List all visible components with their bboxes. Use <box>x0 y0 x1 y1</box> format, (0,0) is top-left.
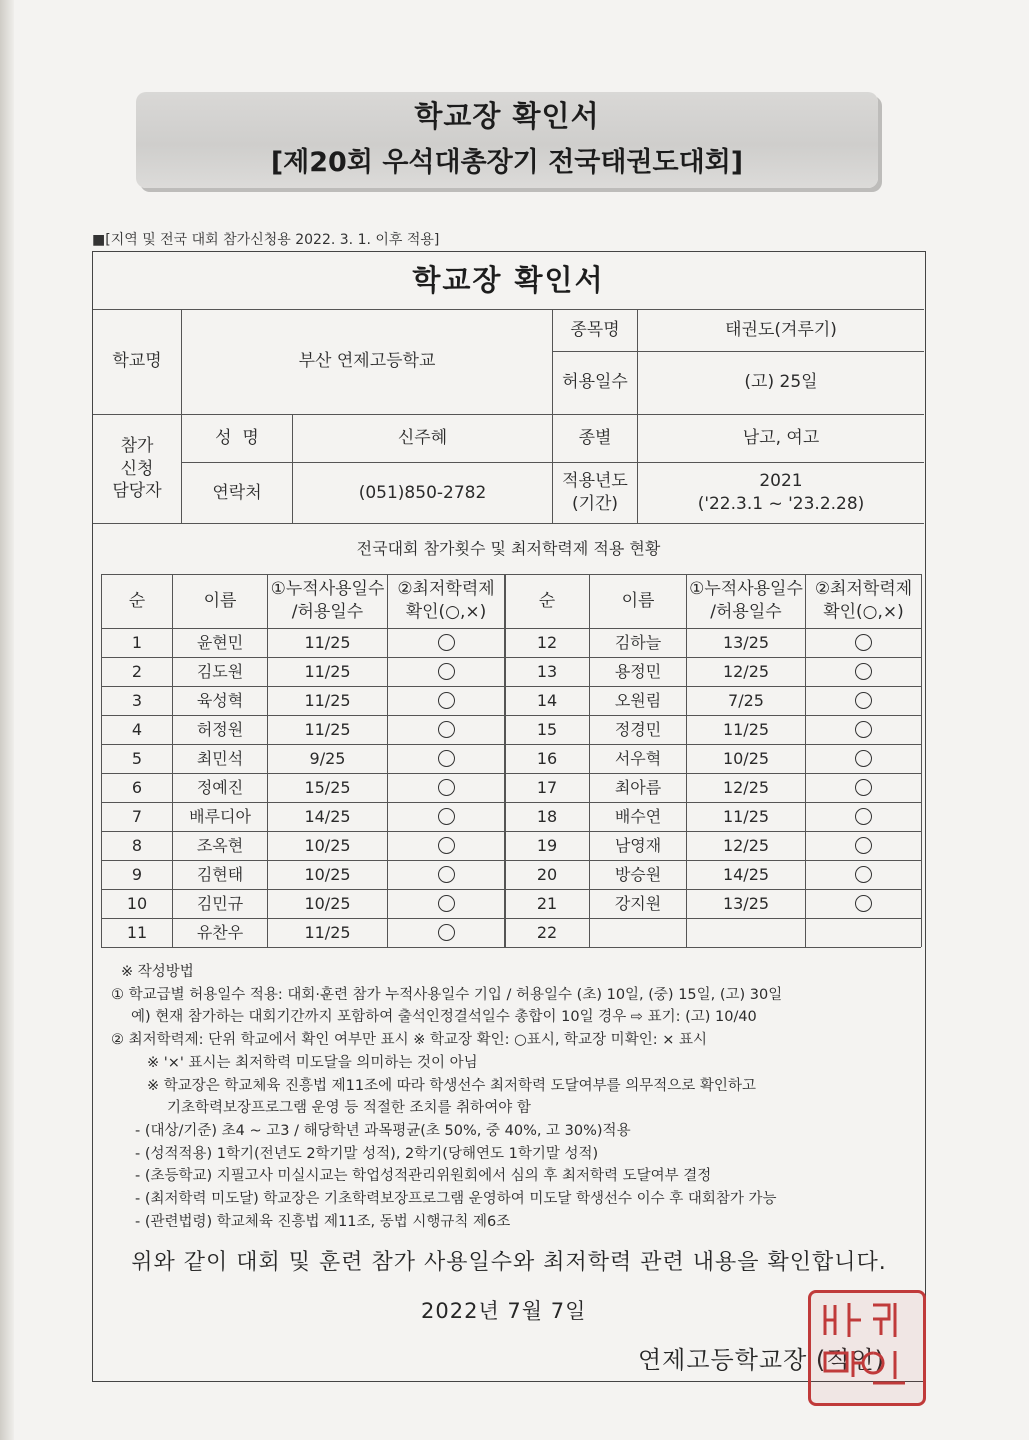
instruction-line: - (최저학력 미도달) 학교장은 기초학력보장프로그램 운영하여 미도달 학생선수 이수 후 대회참가 가능 <box>135 1191 777 1207</box>
table-cell-usage: 11/25 <box>304 922 351 942</box>
circle-mark-icon <box>855 895 872 912</box>
circle-mark-icon <box>855 866 872 883</box>
circle-mark-icon <box>438 924 455 941</box>
grid-line <box>101 947 921 948</box>
instruction-line: ② 최저학력제: 단위 학교에서 확인 여부만 표시 ※ 학교장 확인: ○표시, 학교장 미확인: × 표시 <box>111 1032 707 1049</box>
table-cell-usage: 12/25 <box>722 661 770 681</box>
allowed-days-label: 허용일수 <box>562 372 628 393</box>
table-cell-mark <box>388 918 504 947</box>
table-cell-usage: 14/25 <box>722 864 770 884</box>
category-label: 종별 <box>578 428 612 449</box>
table-cell-mark <box>806 628 921 657</box>
table-cell-usage: 11/25 <box>722 719 770 739</box>
table-cell-no: 10 <box>126 893 148 913</box>
circle-mark-icon <box>438 895 455 912</box>
table-cell-no: 3 <box>131 690 143 710</box>
header-usage-left: ①누적사용일수 /허용일수 <box>270 579 385 622</box>
table-cell-no: 15 <box>536 719 558 739</box>
issue-date: 2022년 7월 7일 <box>421 1299 587 1323</box>
table-cell-name <box>590 918 686 947</box>
table-cell-mark <box>806 889 921 918</box>
table-cell-no: 4 <box>131 719 143 739</box>
table-cell-name: 서우혁 <box>614 748 662 768</box>
circle-mark-icon <box>855 634 872 651</box>
table-cell-mark <box>388 831 504 860</box>
circle-mark-icon <box>438 750 455 767</box>
header-usage-right: ①누적사용일수 /허용일수 <box>689 579 803 622</box>
table-cell-usage: 13/25 <box>722 893 770 913</box>
table-cell-mark <box>388 889 504 918</box>
banner-subtitle: [제20회 우석대총장기 전국태권도대회] <box>270 147 744 178</box>
allowed-days-value: (고) 25일 <box>744 372 818 393</box>
table-cell-mark <box>388 628 504 657</box>
circle-mark-icon <box>438 779 455 796</box>
table-cell-usage: 7/25 <box>728 690 764 710</box>
table-cell-usage: 10/25 <box>722 748 770 768</box>
header-no-left: 순 <box>128 590 146 611</box>
table-cell-name: 윤현민 <box>196 632 244 652</box>
circle-mark-icon <box>438 808 455 825</box>
grid-line <box>921 574 922 947</box>
table-cell-mark <box>806 715 921 744</box>
table-cell-no: 19 <box>536 835 558 855</box>
table-cell-no: 22 <box>536 922 558 942</box>
header-check-left: ②최저학력제 확인(○,×) <box>397 579 495 622</box>
page-edge <box>0 0 14 1440</box>
table-cell-name: 육성혁 <box>196 690 244 710</box>
table-cell-usage: 11/25 <box>304 719 351 739</box>
table-cell-mark <box>388 657 504 686</box>
circle-mark-icon <box>438 663 455 680</box>
table-cell-usage <box>687 918 805 947</box>
table-cell-name: 배루디아 <box>189 806 251 826</box>
name-value: 신주혜 <box>397 428 448 449</box>
name-label: 성 명 <box>215 428 259 449</box>
form-title: 학교장 확인서 <box>412 262 605 297</box>
table-cell-mark <box>388 802 504 831</box>
circle-mark-icon <box>855 808 872 825</box>
header-name-right: 이름 <box>621 590 655 611</box>
table-cell-no: 9 <box>131 864 143 884</box>
table-cell-usage: 11/25 <box>304 661 351 681</box>
instruction-line: ※ 학교장은 학교체육 진흥법 제11조에 따라 학생선수 최저학력 도달여부를 의무적으로 확인하고 <box>147 1077 756 1094</box>
table-cell-no: 11 <box>126 922 148 942</box>
instruction-line: ① 학교급별 허용일수 적용: 대회·훈련 참가 누적사용일수 기입 / 허용일수 (초) 10일, (중) 15일, (고) 30일 <box>111 986 783 1003</box>
circle-mark-icon <box>855 721 872 738</box>
circle-mark-icon <box>855 750 872 767</box>
confirm-statement: 위와 같이 대회 및 훈련 참가 사용일수와 최저학력 관련 내용을 확인합니다. <box>131 1250 887 1275</box>
table-cell-name: 김민규 <box>196 893 244 913</box>
header-name-left: 이름 <box>203 590 237 611</box>
table-cell-no: 2 <box>131 661 143 681</box>
table-cell-usage: 10/25 <box>304 835 351 855</box>
table-cell-no: 13 <box>536 661 558 681</box>
table-cell-mark <box>388 744 504 773</box>
table-cell-mark <box>388 860 504 889</box>
year-value: 2021 ('22.3.1 ~ '23.2.28) <box>697 471 865 514</box>
table-cell-usage: 13/25 <box>722 632 770 652</box>
table-cell-name: 배수연 <box>614 806 662 826</box>
table-cell-no: 16 <box>536 748 558 768</box>
table-cell-no: 1 <box>131 632 143 652</box>
table-cell-usage: 15/25 <box>304 777 351 797</box>
event-label: 종목명 <box>570 320 620 341</box>
table-cell-mark <box>388 715 504 744</box>
table-cell-no: 5 <box>131 748 143 768</box>
school-label: 학교명 <box>112 351 162 372</box>
status-title: 전국대회 참가횟수 및 최저학력제 적용 현황 <box>356 539 661 559</box>
table-cell-no: 20 <box>536 864 558 884</box>
instruction-line: 예) 현재 참가하는 대회기간까지 포함하여 출석인정결석일수 총합이 10일 경우 ⇨ 표기: (고) 10/40 <box>131 1009 757 1026</box>
table-cell-usage: 12/25 <box>722 835 770 855</box>
table-cell-no: 7 <box>131 806 143 826</box>
circle-mark-icon <box>438 721 455 738</box>
table-cell-name: 김현태 <box>196 864 244 884</box>
table-cell-usage: 11/25 <box>722 806 770 826</box>
table-cell-name: 김도원 <box>196 661 244 681</box>
category-value: 남고, 여고 <box>742 428 820 449</box>
table-cell-no: 18 <box>536 806 558 826</box>
instruction-line: - (관련법령) 학교체육 진흥법 제11조, 동법 시행규칙 제6조 <box>135 1213 511 1230</box>
official-seal <box>808 1290 926 1406</box>
instruction-line: - (대상/기준) 초4 ~ 고3 / 해당학년 과목평균(초 50%, 중 40%, 고 30%)적용 <box>135 1122 631 1139</box>
contact-group-label: 참가 신청 담당자 <box>112 435 162 502</box>
table-cell-name: 김하늘 <box>614 632 662 652</box>
table-cell-name: 허정원 <box>196 719 244 739</box>
table-cell-name: 남영재 <box>614 835 662 855</box>
table-cell-name: 최민석 <box>196 748 244 768</box>
table-cell-name: 오원림 <box>614 690 662 710</box>
instruction-line: 기초학력보장프로그램 운영 등 적절한 조치를 취하여야 함 <box>167 1100 531 1117</box>
table-cell-no: 12 <box>536 632 558 652</box>
circle-mark-icon <box>855 837 872 854</box>
circle-mark-icon <box>855 779 872 796</box>
table-cell-usage: 12/25 <box>722 777 770 797</box>
table-cell-name: 강지원 <box>614 893 662 913</box>
application-note: ■[지역 및 전국 대회 참가신청용 2022. 3. 1. 이후 적용] <box>92 232 440 248</box>
circle-mark-icon <box>855 692 872 709</box>
principal-signature: 연제고등학교장 (직인) <box>638 1346 886 1374</box>
header-no-right: 순 <box>538 590 556 611</box>
instruction-line: ※ 작성방법 <box>121 964 194 980</box>
table-cell-usage: 10/25 <box>304 893 351 913</box>
table-cell-usage: 11/25 <box>304 632 351 652</box>
instruction-line: - (성적적용) 1학기(전년도 2학기말 성적), 2학기(당해연도 1학기말 성적) <box>135 1145 599 1162</box>
table-cell-name: 정예진 <box>196 777 244 797</box>
circle-mark-icon <box>855 663 872 680</box>
table-cell-name: 용정민 <box>614 661 662 681</box>
table-cell-usage: 9/25 <box>309 748 346 768</box>
table-cell-mark <box>806 773 921 802</box>
table-cell-mark <box>388 686 504 715</box>
table-cell-name: 유찬우 <box>196 922 244 942</box>
table-cell-no: 14 <box>536 690 558 710</box>
table-cell-usage: 11/25 <box>304 690 351 710</box>
table-cell-mark <box>806 657 921 686</box>
table-cell-no: 6 <box>131 777 143 797</box>
phone-label: 연락처 <box>212 482 262 503</box>
instruction-line: ※ '×' 표시는 최저학력 미도달을 의미하는 것이 아님 <box>147 1054 478 1071</box>
table-cell-mark <box>388 773 504 802</box>
table-cell-mark <box>806 831 921 860</box>
school-value: 부산 연제고등학교 <box>298 351 436 372</box>
table-cell-name: 정경민 <box>614 719 662 739</box>
instruction-line: - (초등학교) 지필고사 미실시교는 학업성적관리위원회에서 심의 후 최저학력 도달여부 결정 <box>135 1168 712 1185</box>
year-label: 적용년도 (기간) <box>562 471 628 514</box>
title-banner <box>136 92 878 188</box>
table-cell-name: 방승원 <box>614 864 662 884</box>
table-cell-usage: 14/25 <box>304 806 351 826</box>
table-cell-no: 21 <box>536 893 558 913</box>
table-cell-mark <box>806 686 921 715</box>
circle-mark-icon <box>438 837 455 854</box>
seal-graphic <box>811 1293 923 1403</box>
table-cell-usage: 10/25 <box>304 864 351 884</box>
table-cell-no: 17 <box>536 777 558 797</box>
circle-mark-icon <box>438 634 455 651</box>
circle-mark-icon <box>438 866 455 883</box>
circle-mark-icon <box>438 692 455 709</box>
table-cell-no: 8 <box>131 835 143 855</box>
header-check-right: ②최저학력제 확인(○,×) <box>814 579 913 622</box>
banner-title: 학교장 확인서 <box>414 99 600 133</box>
table-cell-name: 조옥현 <box>196 835 244 855</box>
table-cell-mark <box>806 802 921 831</box>
table-cell-mark <box>806 918 921 947</box>
confirmation-form <box>92 251 926 1382</box>
table-cell-name: 최아름 <box>614 777 662 797</box>
table-cell-mark <box>806 744 921 773</box>
event-value: 태권도(겨루기) <box>725 320 837 341</box>
table-cell-mark <box>806 860 921 889</box>
phone-value: (051)850-2782 <box>358 482 487 503</box>
